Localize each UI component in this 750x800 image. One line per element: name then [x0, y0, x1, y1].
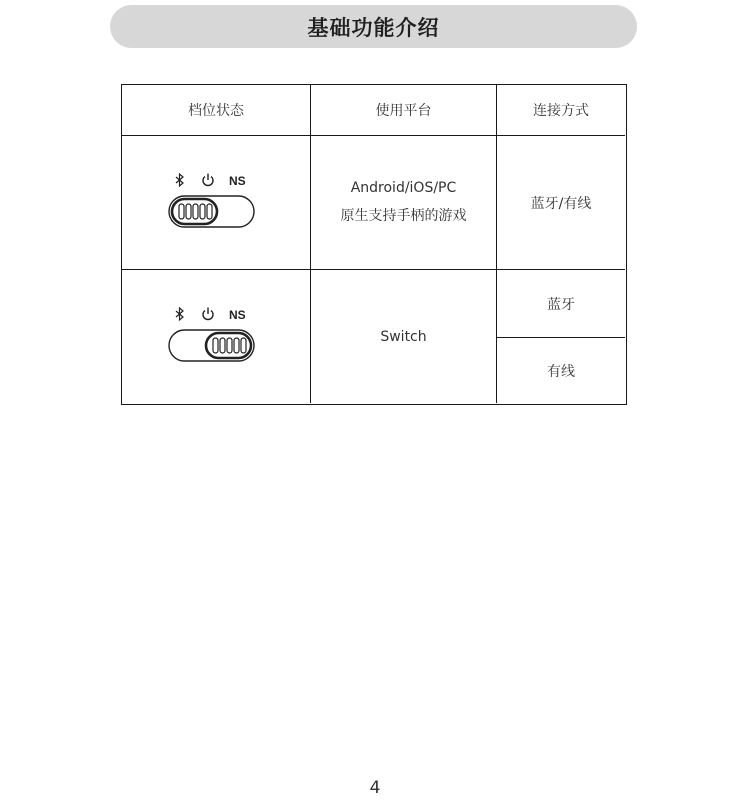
header-label: 档位状态 — [188, 103, 244, 119]
header-label: 使用平台 — [375, 103, 432, 119]
section-title-banner — [110, 5, 637, 48]
mode-switch-illustration — [166, 173, 266, 233]
platform-cell — [311, 270, 496, 403]
knob-grip — [213, 338, 246, 353]
power-icon — [203, 307, 213, 319]
bluetooth-icon — [176, 174, 183, 186]
platform-line: 原生支持手柄的游戏 — [340, 208, 467, 224]
mode-switch-illustration — [166, 307, 266, 367]
knob-grip — [179, 204, 212, 219]
connection-label: 蓝牙/有线 — [530, 195, 592, 212]
switch-diagram-left — [122, 136, 310, 269]
connection-label: 蓝牙 — [547, 296, 575, 313]
header-connection — [497, 85, 625, 135]
ns-label: NS — [229, 307, 246, 322]
connection-cell — [497, 270, 625, 337]
header-platform — [311, 85, 496, 135]
platform-line: Switch — [380, 328, 427, 345]
power-icon — [203, 173, 213, 185]
connection-cell — [497, 136, 625, 269]
platform-line: Android/iOS/PC — [350, 180, 457, 196]
header-switch-state — [122, 85, 310, 135]
bluetooth-icon — [176, 308, 183, 320]
header-label: 连接方式 — [533, 103, 589, 119]
page-number: 4 — [369, 778, 381, 798]
switch-diagram-right — [122, 270, 310, 403]
section-title: 基础功能介绍 — [307, 15, 440, 40]
ns-label: NS — [229, 173, 246, 188]
connection-label: 有线 — [547, 363, 575, 380]
function-table — [121, 84, 627, 405]
connection-cell — [497, 338, 625, 403]
platform-cell — [311, 136, 496, 269]
